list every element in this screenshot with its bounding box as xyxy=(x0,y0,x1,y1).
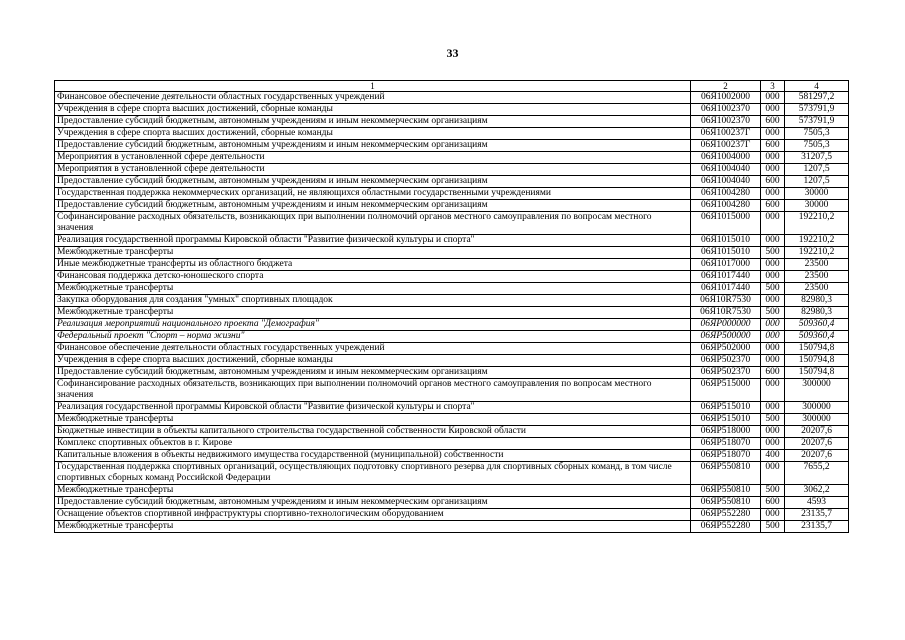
code-cell: 06ЯР550810 xyxy=(691,462,761,485)
code-cell: 06Я1015010 xyxy=(691,247,761,259)
amount-cell: 300000 xyxy=(785,414,849,426)
amount-cell: 20207,6 xyxy=(785,426,849,438)
type-cell: 000 xyxy=(761,259,785,271)
amount-cell: 509360,4 xyxy=(785,331,849,343)
code-cell: 06ЯР550810 xyxy=(691,497,761,509)
table-row xyxy=(55,307,849,319)
table-row xyxy=(55,104,849,116)
name-cell: Федеральный проект "Спорт – норма жизни" xyxy=(55,331,691,343)
amount-cell: 23500 xyxy=(785,283,849,295)
type-cell: 000 xyxy=(761,164,785,176)
table-row xyxy=(55,426,849,438)
code-cell: 06Я1004040 xyxy=(691,164,761,176)
type-cell: 600 xyxy=(761,497,785,509)
code-cell: 06ЯР515010 xyxy=(691,414,761,426)
amount-cell: 300000 xyxy=(785,402,849,414)
type-cell: 500 xyxy=(761,521,785,533)
code-cell: 06ЯР000000 xyxy=(691,319,761,331)
table-row xyxy=(55,128,849,140)
table-row xyxy=(55,176,849,188)
page-number: 33 xyxy=(446,46,459,60)
type-cell: 000 xyxy=(761,188,785,200)
name-cell: Комплекс спортивных объектов в г. Кирове xyxy=(55,438,691,450)
code-cell: 06ЯР502370 xyxy=(691,367,761,379)
amount-cell: 1207,5 xyxy=(785,176,849,188)
name-cell: Предоставление субсидий бюджетным, автономным учреждениям и иным некоммерческим организациям xyxy=(55,140,691,152)
name-cell: Мероприятия в установленной сфере деятельности xyxy=(55,152,691,164)
amount-cell: 31207,5 xyxy=(785,152,849,164)
column-header-name: 1 xyxy=(55,81,691,92)
budget-table xyxy=(54,80,849,533)
name-cell: Мероприятия в установленной сфере деятельности xyxy=(55,164,691,176)
amount-cell: 192210,2 xyxy=(785,235,849,247)
type-cell: 500 xyxy=(761,307,785,319)
table-row xyxy=(55,367,849,379)
name-cell: Межбюджетные трансферты xyxy=(55,283,691,295)
amount-cell: 3062,2 xyxy=(785,485,849,497)
name-cell: Иные межбюджетные трансферты из областного бюджета xyxy=(55,259,691,271)
table-header-row xyxy=(55,81,849,92)
name-cell: Предоставление субсидий бюджетным, автономным учреждениям и иным некоммерческим организациям xyxy=(55,367,691,379)
name-cell: Межбюджетные трансферты xyxy=(55,414,691,426)
amount-cell: 4593 xyxy=(785,497,849,509)
code-cell: 06Я1002000 xyxy=(691,92,761,104)
amount-cell: 30000 xyxy=(785,200,849,212)
type-cell: 000 xyxy=(761,462,785,485)
type-cell: 500 xyxy=(761,414,785,426)
code-cell: 06ЯР518000 xyxy=(691,426,761,438)
type-cell: 000 xyxy=(761,343,785,355)
table-row xyxy=(55,235,849,247)
table-row xyxy=(55,140,849,152)
amount-cell: 300000 xyxy=(785,379,849,402)
amount-cell: 20207,6 xyxy=(785,438,849,450)
type-cell: 000 xyxy=(761,92,785,104)
code-cell: 06ЯР502370 xyxy=(691,355,761,367)
table-row xyxy=(55,212,849,235)
code-cell: 06Я1004280 xyxy=(691,188,761,200)
amount-cell: 581297,2 xyxy=(785,92,849,104)
table-row xyxy=(55,497,849,509)
table-row xyxy=(55,462,849,485)
code-cell: 06ЯР518070 xyxy=(691,438,761,450)
name-cell: Реализация государственной программы Кировской области "Развитие физической культуры и спорта" xyxy=(55,402,691,414)
type-cell: 000 xyxy=(761,152,785,164)
column-header-amount: 4 xyxy=(785,81,849,92)
table-row xyxy=(55,319,849,331)
table-row xyxy=(55,259,849,271)
amount-cell: 82980,3 xyxy=(785,295,849,307)
amount-cell: 23135,7 xyxy=(785,521,849,533)
code-cell: 06Я1015010 xyxy=(691,235,761,247)
table-row xyxy=(55,200,849,212)
name-cell: Бюджетные инвестиции в объекты капитального строительства государственной собственности Кировской области xyxy=(55,426,691,438)
name-cell: Реализация государственной программы Кировской области "Развитие физической культуры и спорта" xyxy=(55,235,691,247)
code-cell: 06ЯР552280 xyxy=(691,521,761,533)
amount-cell: 20207,6 xyxy=(785,450,849,462)
table-row xyxy=(55,116,849,128)
name-cell: Межбюджетные трансферты xyxy=(55,521,691,533)
type-cell: 600 xyxy=(761,367,785,379)
type-cell: 500 xyxy=(761,283,785,295)
table-row xyxy=(55,164,849,176)
table-row xyxy=(55,438,849,450)
code-cell: 06Я1017000 xyxy=(691,259,761,271)
table-row xyxy=(55,247,849,259)
table-row xyxy=(55,188,849,200)
table-row xyxy=(55,331,849,343)
name-cell: Межбюджетные трансферты xyxy=(55,307,691,319)
column-header-code: 2 xyxy=(691,81,761,92)
amount-cell: 150794,8 xyxy=(785,355,849,367)
code-cell: 06Я1004000 xyxy=(691,152,761,164)
type-cell: 000 xyxy=(761,426,785,438)
code-cell: 06Я1004280 xyxy=(691,200,761,212)
code-cell: 06Я1002370 xyxy=(691,116,761,128)
type-cell: 600 xyxy=(761,116,785,128)
type-cell: 000 xyxy=(761,402,785,414)
code-cell: 06Я1017440 xyxy=(691,283,761,295)
code-cell: 06ЯР500000 xyxy=(691,331,761,343)
name-cell: Межбюджетные трансферты xyxy=(55,485,691,497)
name-cell: Учреждения в сфере спорта высших достижений, сборные команды xyxy=(55,104,691,116)
type-cell: 600 xyxy=(761,176,785,188)
type-cell: 000 xyxy=(761,509,785,521)
type-cell: 000 xyxy=(761,212,785,235)
code-cell: 06Я10R7530 xyxy=(691,307,761,319)
code-cell: 06Я1017440 xyxy=(691,271,761,283)
name-cell: Государственная поддержка спортивных организаций, осуществляющих подготовку спортивного резерва для спортивных сборных команд, в том числе спортивных сборных команд Российской Федерации xyxy=(55,462,691,485)
type-cell: 400 xyxy=(761,450,785,462)
table-row xyxy=(55,402,849,414)
table-row xyxy=(55,283,849,295)
table-row xyxy=(55,485,849,497)
amount-cell: 30000 xyxy=(785,188,849,200)
table-row xyxy=(55,295,849,307)
name-cell: Финансовое обеспечение деятельности областных государственных учреждений xyxy=(55,343,691,355)
name-cell: Учреждения в сфере спорта высших достижений, сборные команды xyxy=(55,128,691,140)
code-cell: 06Я1004040 xyxy=(691,176,761,188)
amount-cell: 23500 xyxy=(785,271,849,283)
column-header-type: 3 xyxy=(761,81,785,92)
amount-cell: 573791,9 xyxy=(785,104,849,116)
code-cell: 06ЯР550810 xyxy=(691,485,761,497)
amount-cell: 150794,8 xyxy=(785,343,849,355)
amount-cell: 7505,3 xyxy=(785,140,849,152)
name-cell: Финансовое обеспечение деятельности областных государственных учреждений xyxy=(55,92,691,104)
name-cell: Софинансирование расходных обязательств, возникающих при выполнении полномочий органов местного самоуправления по вопросам местного значения xyxy=(55,212,691,235)
type-cell: 000 xyxy=(761,331,785,343)
table-row xyxy=(55,379,849,402)
table-row xyxy=(55,509,849,521)
amount-cell: 150794,8 xyxy=(785,367,849,379)
code-cell: 06ЯР515010 xyxy=(691,402,761,414)
name-cell: Учреждения в сфере спорта высших достижений, сборные команды xyxy=(55,355,691,367)
type-cell: 000 xyxy=(761,128,785,140)
type-cell: 000 xyxy=(761,271,785,283)
code-cell: 06Я100237Г xyxy=(691,140,761,152)
name-cell: Закупка оборудования для создания "умных" спортивных площадок xyxy=(55,295,691,307)
amount-cell: 192210,2 xyxy=(785,212,849,235)
amount-cell: 7655,2 xyxy=(785,462,849,485)
code-cell: 06ЯР518070 xyxy=(691,450,761,462)
name-cell: Софинансирование расходных обязательств, возникающих при выполнении полномочий органов местного самоуправления по вопросам местного значения xyxy=(55,379,691,402)
table-row xyxy=(55,521,849,533)
table-row xyxy=(55,343,849,355)
amount-cell: 192210,2 xyxy=(785,247,849,259)
code-cell: 06Я1002370 xyxy=(691,104,761,116)
name-cell: Оснащение объектов спортивной инфраструктуры спортивно-технологическим оборудованием xyxy=(55,509,691,521)
amount-cell: 1207,5 xyxy=(785,164,849,176)
name-cell: Государственная поддержка некоммерческих организаций, не являющихся областными государственными учреждениями xyxy=(55,188,691,200)
name-cell: Реализация мероприятий национального проекта "Демография" xyxy=(55,319,691,331)
type-cell: 000 xyxy=(761,355,785,367)
type-cell: 000 xyxy=(761,379,785,402)
type-cell: 000 xyxy=(761,295,785,307)
name-cell: Финансовая поддержка детско-юношеского спорта xyxy=(55,271,691,283)
code-cell: 06Я1015000 xyxy=(691,212,761,235)
name-cell: Предоставление субсидий бюджетным, автономным учреждениям и иным некоммерческим организациям xyxy=(55,200,691,212)
amount-cell: 509360,4 xyxy=(785,319,849,331)
table-row xyxy=(55,450,849,462)
type-cell: 500 xyxy=(761,247,785,259)
amount-cell: 82980,3 xyxy=(785,307,849,319)
type-cell: 600 xyxy=(761,200,785,212)
type-cell: 500 xyxy=(761,485,785,497)
code-cell: 06ЯР515000 xyxy=(691,379,761,402)
type-cell: 600 xyxy=(761,140,785,152)
code-cell: 06Я100237Г xyxy=(691,128,761,140)
amount-cell: 7505,3 xyxy=(785,128,849,140)
amount-cell: 573791,9 xyxy=(785,116,849,128)
table-row xyxy=(55,152,849,164)
type-cell: 000 xyxy=(761,438,785,450)
amount-cell: 23135,7 xyxy=(785,509,849,521)
name-cell: Предоставление субсидий бюджетным, автономным учреждениям и иным некоммерческим организациям xyxy=(55,116,691,128)
name-cell: Межбюджетные трансферты xyxy=(55,247,691,259)
name-cell: Капитальные вложения в объекты недвижимого имущества государственной (муниципальной) собственности xyxy=(55,450,691,462)
type-cell: 000 xyxy=(761,104,785,116)
amount-cell: 23500 xyxy=(785,259,849,271)
table-row xyxy=(55,414,849,426)
table-row xyxy=(55,271,849,283)
table-row xyxy=(55,355,849,367)
name-cell: Предоставление субсидий бюджетным, автономным учреждениям и иным некоммерческим организациям xyxy=(55,497,691,509)
code-cell: 06ЯР502000 xyxy=(691,343,761,355)
type-cell: 000 xyxy=(761,235,785,247)
type-cell: 000 xyxy=(761,319,785,331)
code-cell: 06Я10R7530 xyxy=(691,295,761,307)
table-row xyxy=(55,92,849,104)
code-cell: 06ЯР552280 xyxy=(691,509,761,521)
name-cell: Предоставление субсидий бюджетным, автономным учреждениям и иным некоммерческим организациям xyxy=(55,176,691,188)
